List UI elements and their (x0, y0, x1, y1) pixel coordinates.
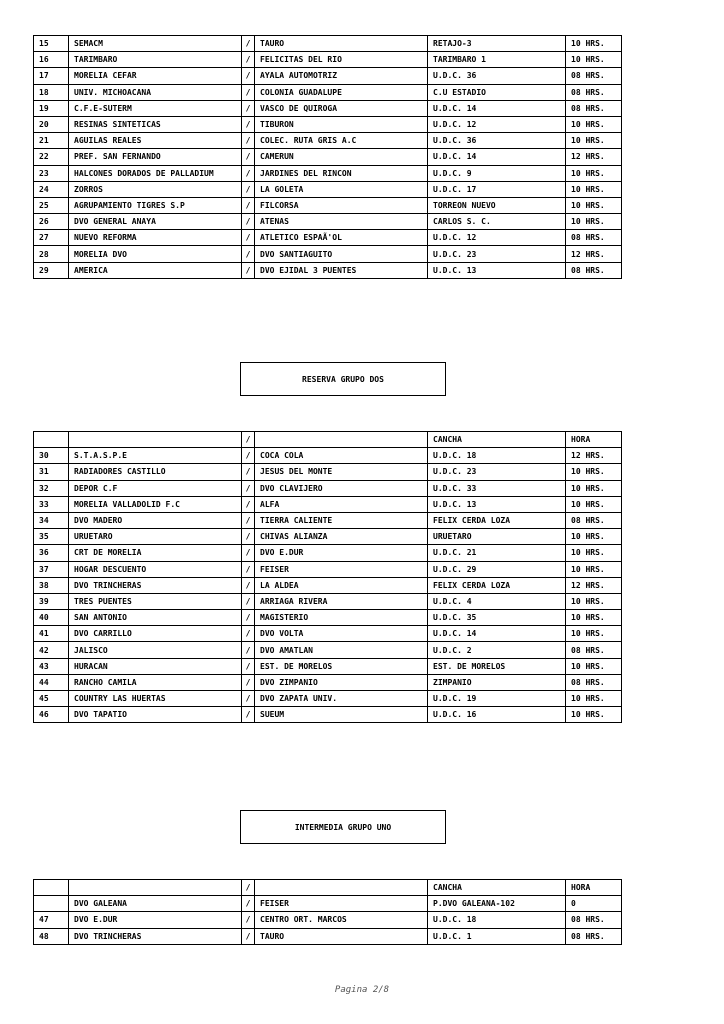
separator-cell: / (242, 512, 255, 528)
time-cell: 12 HRS. (566, 448, 622, 464)
match-number-cell: 26 (34, 214, 69, 230)
match-number-cell: 46 (34, 707, 69, 723)
home-team-cell: S.T.A.S.P.E (69, 448, 242, 464)
away-team-cell: FEISER (255, 561, 428, 577)
separator-cell: / (242, 149, 255, 165)
away-team-cell (255, 880, 428, 896)
time-cell: 12 HRS. (566, 577, 622, 593)
time-cell: 10 HRS. (566, 480, 622, 496)
match-number-cell: 18 (34, 84, 69, 100)
home-team-cell: DEPOR C.F (69, 480, 242, 496)
time-cell: 08 HRS. (566, 262, 622, 278)
time-cell: 08 HRS. (566, 230, 622, 246)
time-cell: 10 HRS. (566, 197, 622, 213)
time-cell: 08 HRS. (566, 674, 622, 690)
table-row (34, 116, 622, 132)
match-number-cell: 20 (34, 116, 69, 132)
away-team-cell: TAURO (255, 36, 428, 52)
table-row (34, 658, 622, 674)
away-team-cell: FELICITAS DEL RIO (255, 52, 428, 68)
time-cell: 10 HRS. (566, 181, 622, 197)
venue-cell: P.DVO GALEANA-102 (428, 896, 566, 912)
home-team-cell: MORELIA DVO (69, 246, 242, 262)
separator-cell: / (242, 496, 255, 512)
separator-cell: / (242, 230, 255, 246)
home-team-cell: TRES PUENTES (69, 593, 242, 609)
match-number-cell: 28 (34, 246, 69, 262)
match-number-cell: 23 (34, 165, 69, 181)
separator-cell: / (242, 642, 255, 658)
venue-cell: EST. DE MORELOS (428, 658, 566, 674)
venue-cell: ZIMPANIO (428, 674, 566, 690)
table-row (34, 68, 622, 84)
time-cell: 10 HRS. (566, 464, 622, 480)
time-cell: 10 HRS. (566, 165, 622, 181)
time-cell: HORA (566, 880, 622, 896)
away-team-cell: COCA COLA (255, 448, 428, 464)
away-team-cell: DVO EJIDAL 3 PUENTES (255, 262, 428, 278)
table-row (34, 181, 622, 197)
home-team-cell: RADIADORES CASTILLO (69, 464, 242, 480)
venue-cell: U.D.C. 13 (428, 496, 566, 512)
home-team-cell: AMERICA (69, 262, 242, 278)
time-cell: 10 HRS. (566, 707, 622, 723)
time-cell: 08 HRS. (566, 68, 622, 84)
match-number-cell (34, 896, 69, 912)
match-number-cell: 45 (34, 691, 69, 707)
match-number-cell: 38 (34, 577, 69, 593)
venue-cell: FELIX CERDA LOZA (428, 577, 566, 593)
away-team-cell: MAGISTERIO (255, 610, 428, 626)
page-number: Pagina 2/8 (334, 985, 390, 995)
section-title-text: RESERVA GRUPO DOS (302, 374, 384, 384)
match-number-cell: 41 (34, 626, 69, 642)
home-team-cell: NUEVO REFORMA (69, 230, 242, 246)
table-row (34, 626, 622, 642)
time-cell: 10 HRS. (566, 561, 622, 577)
time-cell: 10 HRS. (566, 593, 622, 609)
table-row (34, 36, 622, 52)
venue-cell: CANCHA (428, 432, 566, 448)
separator-cell: / (242, 658, 255, 674)
separator-cell: / (242, 561, 255, 577)
table-row (34, 642, 622, 658)
time-cell: HORA (566, 432, 622, 448)
home-team-cell: RESINAS SINTETICAS (69, 116, 242, 132)
table-row (34, 464, 622, 480)
venue-cell: U.D.C. 19 (428, 691, 566, 707)
time-cell: 08 HRS. (566, 100, 622, 116)
match-number-cell: 35 (34, 529, 69, 545)
venue-cell: U.D.C. 9 (428, 165, 566, 181)
home-team-cell: C.F.E-SUTERM (69, 100, 242, 116)
table-row (34, 561, 622, 577)
away-team-cell: DVO SANTIAGUITO (255, 246, 428, 262)
venue-cell: U.D.C. 23 (428, 464, 566, 480)
table-row (34, 149, 622, 165)
separator-cell: / (242, 432, 255, 448)
time-cell: 08 HRS. (566, 642, 622, 658)
venue-cell: U.D.C. 17 (428, 181, 566, 197)
venue-cell: TARIMBARO 1 (428, 52, 566, 68)
match-number-cell: 42 (34, 642, 69, 658)
time-cell: 10 HRS. (566, 610, 622, 626)
separator-cell: / (242, 52, 255, 68)
home-team-cell: JALISCO (69, 642, 242, 658)
venue-cell: U.D.C. 36 (428, 133, 566, 149)
away-team-cell: CHIVAS ALIANZA (255, 529, 428, 545)
venue-cell: URUETARO (428, 529, 566, 545)
table-row (34, 707, 622, 723)
separator-cell: / (242, 214, 255, 230)
table-row (34, 691, 622, 707)
separator-cell: / (242, 593, 255, 609)
separator-cell: / (242, 246, 255, 262)
home-team-cell: DVO GENERAL ANAYA (69, 214, 242, 230)
home-team-cell: DVO GALEANA (69, 896, 242, 912)
match-number-cell: 24 (34, 181, 69, 197)
section-title-intermedia-grupo-uno (240, 810, 446, 844)
schedule-table-reserva-grupo-dos (33, 431, 622, 723)
home-team-cell: HURACAN (69, 658, 242, 674)
separator-cell: / (242, 464, 255, 480)
time-cell: 10 HRS. (566, 529, 622, 545)
home-team-cell: MORELIA CEFAR (69, 68, 242, 84)
table-row (34, 529, 622, 545)
venue-cell: U.D.C. 18 (428, 912, 566, 928)
home-team-cell: AGUILAS REALES (69, 133, 242, 149)
table-row (34, 512, 622, 528)
table-row (34, 912, 622, 928)
match-number-cell: 29 (34, 262, 69, 278)
time-cell: 10 HRS. (566, 496, 622, 512)
away-team-cell: CENTRO ORT. MARCOS (255, 912, 428, 928)
venue-cell: U.D.C. 23 (428, 246, 566, 262)
away-team-cell: DVO AMATLAN (255, 642, 428, 658)
venue-cell: CARLOS S. C. (428, 214, 566, 230)
separator-cell: / (242, 84, 255, 100)
separator-cell: / (242, 197, 255, 213)
away-team-cell: FILCORSA (255, 197, 428, 213)
away-team-cell: FEISER (255, 896, 428, 912)
separator-cell: / (242, 545, 255, 561)
venue-cell: C.U ESTADIO (428, 84, 566, 100)
home-team-cell (69, 880, 242, 896)
separator-cell: / (242, 610, 255, 626)
match-number-cell: 15 (34, 36, 69, 52)
venue-cell: U.D.C. 29 (428, 561, 566, 577)
venue-cell: U.D.C. 14 (428, 100, 566, 116)
home-team-cell: DVO TRINCHERAS (69, 577, 242, 593)
home-team-cell: DVO TAPATIO (69, 707, 242, 723)
time-cell: 10 HRS. (566, 52, 622, 68)
home-team-cell: CRT DE MORELIA (69, 545, 242, 561)
separator-cell: / (242, 880, 255, 896)
time-cell: 10 HRS. (566, 691, 622, 707)
time-cell: 10 HRS. (566, 214, 622, 230)
separator-cell: / (242, 116, 255, 132)
away-team-cell: TIERRA CALIENTE (255, 512, 428, 528)
away-team-cell: ARRIAGA RIVERA (255, 593, 428, 609)
venue-cell: U.D.C. 18 (428, 448, 566, 464)
match-number-cell: 39 (34, 593, 69, 609)
venue-cell: U.D.C. 36 (428, 68, 566, 84)
time-cell: 0 (566, 896, 622, 912)
away-team-cell: TAURO (255, 928, 428, 944)
match-number-cell: 22 (34, 149, 69, 165)
away-team-cell: DVO ZAPATA UNIV. (255, 691, 428, 707)
schedule-table-intermedia-grupo-uno (33, 879, 622, 945)
separator-cell: / (242, 448, 255, 464)
venue-cell: TORREON NUEVO (428, 197, 566, 213)
away-team-cell: COLEC. RUTA GRIS A.C (255, 133, 428, 149)
table-row (34, 593, 622, 609)
venue-cell: U.D.C. 16 (428, 707, 566, 723)
venue-cell: U.D.C. 13 (428, 262, 566, 278)
separator-cell: / (242, 577, 255, 593)
match-number-cell (34, 432, 69, 448)
home-team-cell: HALCONES DORADOS DE PALLADIUM (69, 165, 242, 181)
match-number-cell: 44 (34, 674, 69, 690)
venue-cell: U.D.C. 12 (428, 116, 566, 132)
away-team-cell: TIBURON (255, 116, 428, 132)
away-team-cell: DVO VOLTA (255, 626, 428, 642)
separator-cell: / (242, 262, 255, 278)
away-team-cell: SUEUM (255, 707, 428, 723)
home-team-cell: DVO CARRILLO (69, 626, 242, 642)
away-team-cell: VASCO DE QUIROGA (255, 100, 428, 116)
away-team-cell: DVO CLAVIJERO (255, 480, 428, 496)
time-cell: 12 HRS. (566, 246, 622, 262)
match-number-cell (34, 880, 69, 896)
schedule-table-1 (33, 35, 622, 279)
table-row (34, 896, 622, 912)
home-team-cell: ZORROS (69, 181, 242, 197)
home-team-cell: MORELIA VALLADOLID F.C (69, 496, 242, 512)
match-number-cell: 21 (34, 133, 69, 149)
separator-cell: / (242, 100, 255, 116)
table-row (34, 610, 622, 626)
match-number-cell: 34 (34, 512, 69, 528)
venue-cell: U.D.C. 2 (428, 642, 566, 658)
separator-cell: / (242, 691, 255, 707)
table-row (34, 674, 622, 690)
separator-cell: / (242, 480, 255, 496)
home-team-cell: UNIV. MICHOACANA (69, 84, 242, 100)
venue-cell: U.D.C. 4 (428, 593, 566, 609)
separator-cell: / (242, 928, 255, 944)
away-team-cell: LA ALDEA (255, 577, 428, 593)
venue-cell: U.D.C. 1 (428, 928, 566, 944)
table-row (34, 100, 622, 116)
table-row (34, 928, 622, 944)
match-number-cell: 31 (34, 464, 69, 480)
home-team-cell: COUNTRY LAS HUERTAS (69, 691, 242, 707)
match-number-cell: 30 (34, 448, 69, 464)
table-row (34, 133, 622, 149)
separator-cell: / (242, 674, 255, 690)
match-number-cell: 25 (34, 197, 69, 213)
away-team-cell: AYALA AUTOMOTRIZ (255, 68, 428, 84)
home-team-cell (69, 432, 242, 448)
table-row (34, 214, 622, 230)
section-title-reserva-grupo-dos (240, 362, 446, 396)
match-number-cell: 16 (34, 52, 69, 68)
table-header-row (34, 432, 622, 448)
separator-cell: / (242, 912, 255, 928)
home-team-cell: DVO E.DUR (69, 912, 242, 928)
match-number-cell: 37 (34, 561, 69, 577)
table-row (34, 262, 622, 278)
table-row (34, 197, 622, 213)
time-cell: 10 HRS. (566, 658, 622, 674)
away-team-cell: LA GOLETA (255, 181, 428, 197)
time-cell: 08 HRS. (566, 512, 622, 528)
home-team-cell: HOGAR DESCUENTO (69, 561, 242, 577)
match-number-cell: 17 (34, 68, 69, 84)
venue-cell: U.D.C. 14 (428, 149, 566, 165)
match-number-cell: 27 (34, 230, 69, 246)
away-team-cell: ATLETICO ESPAÃ'OL (255, 230, 428, 246)
venue-cell: CANCHA (428, 880, 566, 896)
match-number-cell: 33 (34, 496, 69, 512)
home-team-cell: SEMACM (69, 36, 242, 52)
time-cell: 10 HRS. (566, 116, 622, 132)
away-team-cell: ALFA (255, 496, 428, 512)
match-number-cell: 19 (34, 100, 69, 116)
time-cell: 08 HRS. (566, 84, 622, 100)
match-number-cell: 36 (34, 545, 69, 561)
venue-cell: U.D.C. 33 (428, 480, 566, 496)
time-cell: 10 HRS. (566, 545, 622, 561)
away-team-cell: JARDINES DEL RINCON (255, 165, 428, 181)
match-number-cell: 43 (34, 658, 69, 674)
separator-cell: / (242, 626, 255, 642)
away-team-cell: CAMERUN (255, 149, 428, 165)
time-cell: 08 HRS. (566, 912, 622, 928)
home-team-cell: TARIMBARO (69, 52, 242, 68)
away-team-cell: ATENAS (255, 214, 428, 230)
home-team-cell: PREF. SAN FERNANDO (69, 149, 242, 165)
table-row (34, 577, 622, 593)
home-team-cell: SAN ANTONIO (69, 610, 242, 626)
away-team-cell: COLONIA GUADALUPE (255, 84, 428, 100)
section-title-text: INTERMEDIA GRUPO UNO (294, 822, 392, 832)
table-row (34, 480, 622, 496)
home-team-cell: DVO MADERO (69, 512, 242, 528)
venue-cell: U.D.C. 35 (428, 610, 566, 626)
home-team-cell: RANCHO CAMILA (69, 674, 242, 690)
match-number-cell: 48 (34, 928, 69, 944)
home-team-cell: AGRUPAMIENTO TIGRES S.P (69, 197, 242, 213)
table-row (34, 496, 622, 512)
table-row (34, 84, 622, 100)
home-team-cell: DVO TRINCHERAS (69, 928, 242, 944)
table-row (34, 230, 622, 246)
venue-cell: RETAJO-3 (428, 36, 566, 52)
time-cell: 10 HRS. (566, 36, 622, 52)
away-team-cell: DVO ZIMPANIO (255, 674, 428, 690)
separator-cell: / (242, 165, 255, 181)
venue-cell: U.D.C. 12 (428, 230, 566, 246)
table-row (34, 545, 622, 561)
separator-cell: / (242, 133, 255, 149)
away-team-cell (255, 432, 428, 448)
separator-cell: / (242, 181, 255, 197)
time-cell: 08 HRS. (566, 928, 622, 944)
venue-cell: U.D.C. 14 (428, 626, 566, 642)
separator-cell: / (242, 529, 255, 545)
venue-cell: U.D.C. 21 (428, 545, 566, 561)
separator-cell: / (242, 68, 255, 84)
match-number-cell: 47 (34, 912, 69, 928)
away-team-cell: JESUS DEL MONTE (255, 464, 428, 480)
time-cell: 12 HRS. (566, 149, 622, 165)
time-cell: 10 HRS. (566, 626, 622, 642)
away-team-cell: EST. DE MORELOS (255, 658, 428, 674)
table-row (34, 52, 622, 68)
away-team-cell: DVO E.DUR (255, 545, 428, 561)
table-row (34, 165, 622, 181)
table-row (34, 448, 622, 464)
home-team-cell: URUETARO (69, 529, 242, 545)
match-number-cell: 32 (34, 480, 69, 496)
separator-cell: / (242, 36, 255, 52)
table-header-row (34, 880, 622, 896)
match-number-cell: 40 (34, 610, 69, 626)
separator-cell: / (242, 896, 255, 912)
separator-cell: / (242, 707, 255, 723)
venue-cell: FELIX CERDA LOZA (428, 512, 566, 528)
time-cell: 10 HRS. (566, 133, 622, 149)
table-row (34, 246, 622, 262)
